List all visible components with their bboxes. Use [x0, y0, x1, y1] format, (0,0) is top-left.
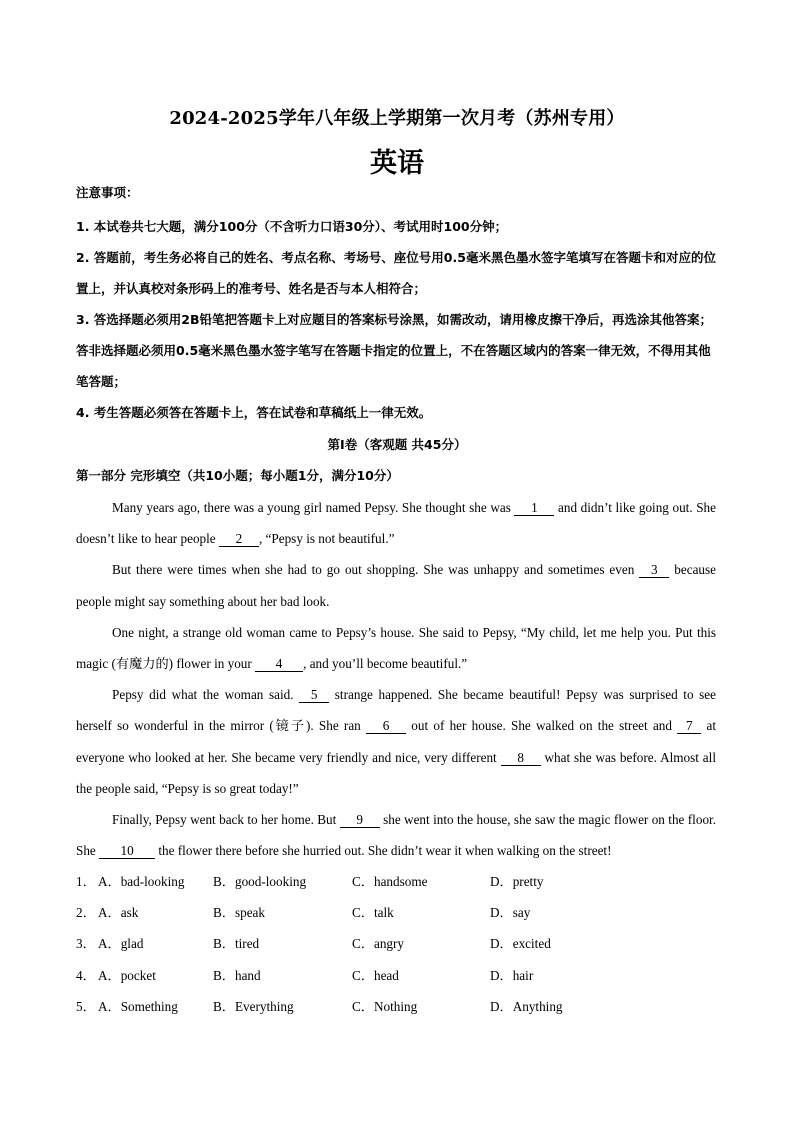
passage-text: at everyone who looked at her. She became very friendly and nice, very different [76, 718, 716, 765]
blank-6: 6 [366, 718, 406, 734]
option-d: D．say [490, 905, 531, 921]
passage-text: But there were times when she had to go out shopping. She was unhappy and sometimes even [112, 562, 640, 578]
option-d: D．Anything [490, 998, 563, 1014]
option-d: D．hair [490, 967, 534, 983]
question-number: 3． [76, 936, 96, 952]
blank-5: 5 [299, 687, 329, 703]
notice-item-1: 1. 本试卷共七大题，满分100分（不含听力口语30分）、考试用时100分钟； [76, 219, 508, 234]
question-number: 1． [76, 874, 96, 889]
question-number: 4． [76, 967, 96, 983]
option-c: C．angry [352, 936, 405, 952]
subject-title: 英语 [370, 148, 424, 179]
section-title: 第Ⅰ卷（客观题 共45分） [327, 437, 467, 452]
blank-2: 2 [219, 531, 259, 547]
question-row [76, 991, 716, 1022]
passage-paragraph-4 [76, 679, 716, 804]
option-a: A．bad-looking [98, 874, 185, 889]
blank-9: 9 [340, 812, 380, 828]
blank-3: 3 [639, 562, 669, 578]
passage-paragraph-1 [76, 492, 716, 554]
passage-text: because people might say something about her bad look. [76, 562, 717, 609]
blank-8: 8 [501, 750, 541, 766]
passage-text: out of her house. She walked on the street and [406, 718, 678, 734]
notice-heading: 注意事项： [76, 185, 139, 200]
option-c: C．handsome [352, 874, 428, 889]
option-a: A．pocket [98, 967, 156, 983]
option-b: B．good-looking [213, 874, 307, 889]
notice-item-4: 4. 考生答题必须答在答题卡上，答在试卷和草稿纸上一律无效。 [76, 405, 432, 420]
passage-text: , and you’ll become beautiful.” [303, 656, 468, 672]
passage-text: she went into the house, she saw the magic flower on the floor. She [76, 812, 716, 859]
blank-10: 10 [99, 843, 155, 859]
passage-text: Pepsy did what the woman said. [112, 687, 300, 703]
question-row [76, 897, 716, 928]
notice-item-3: 3. 答选择题必须用2B铅笔把答题卡上对应题目的答案标号涂黑，如需改动，请用橡皮擦干净后，再选涂其他答案；答非选择题必须用0.5毫米黑色墨水签字笔写在答题卡指定的位置上，不在答题区域内的答案一律无效，不得用其他笔答题； [76, 312, 713, 389]
cloze-passage [76, 492, 716, 866]
option-b: B．tired [213, 936, 260, 952]
passage-text: One night, a strange old woman came to Pepsy’s house. She said to Pepsy, “My child, let me help you. Put this magic (有魔力的) flower in your [76, 624, 716, 672]
passage-paragraph-3 [76, 617, 716, 679]
option-b: B．hand [213, 967, 261, 983]
option-a: A．Something [98, 998, 178, 1014]
option-b: B．Everything [213, 998, 294, 1014]
notice-item-2: 2. 答题前，考生务必将自己的姓名、考点名称、考场号、座位号用0.5毫米黑色墨水签字笔填写在答题卡和对应的位置上，并认真校对条形码上的准考号、姓名是否与本人相符合； [76, 250, 716, 296]
passage-text: strange happened. She became beautiful! Pepsy was surprised to see herself so wonderful in the mirror (镜子). She ran [76, 687, 716, 734]
blank-4: 4 [255, 656, 303, 672]
option-d: D．pretty [490, 874, 544, 889]
part-title: 第一部分 完形填空（共10小题；每小题1分，满分10分） [76, 468, 399, 483]
option-c: C．Nothing [352, 998, 418, 1014]
question-number: 2． [76, 905, 96, 921]
passage-text: , “Pepsy is not beautiful.” [258, 531, 395, 547]
question-row [76, 960, 716, 991]
passage-text: the flower there before she hurried out. She didn’t wear it when walking on the street! [155, 843, 612, 859]
option-b: B．speak [213, 905, 266, 921]
question-options [76, 866, 716, 1022]
notice-list [76, 211, 722, 428]
passage-text: Many years ago, there was a young girl named Pepsy. She thought she was [112, 500, 515, 515]
question-row [76, 866, 716, 897]
passage-paragraph-2 [76, 554, 716, 616]
blank-1: 1 [514, 500, 554, 516]
question-number: 5． [76, 998, 96, 1014]
option-c: C．talk [352, 905, 394, 921]
passage-text: Finally, Pepsy went back to her home. But [112, 812, 340, 828]
option-c: C．head [352, 967, 399, 983]
passage-paragraph-5 [76, 804, 716, 866]
blank-7: 7 [677, 718, 701, 734]
question-row [76, 928, 716, 959]
exam-title: 2024-2025学年八年级上学期第一次月考（苏州专用） [169, 108, 625, 129]
option-a: A．glad [98, 936, 144, 952]
passage-text: and didn’t like going out. She doesn’t like to hear people [76, 500, 716, 547]
passage-text: what she was before. Almost all the people said, “Pepsy is so great today!” [76, 749, 716, 796]
option-d: D．excited [490, 936, 551, 952]
option-a: A．ask [98, 905, 139, 921]
